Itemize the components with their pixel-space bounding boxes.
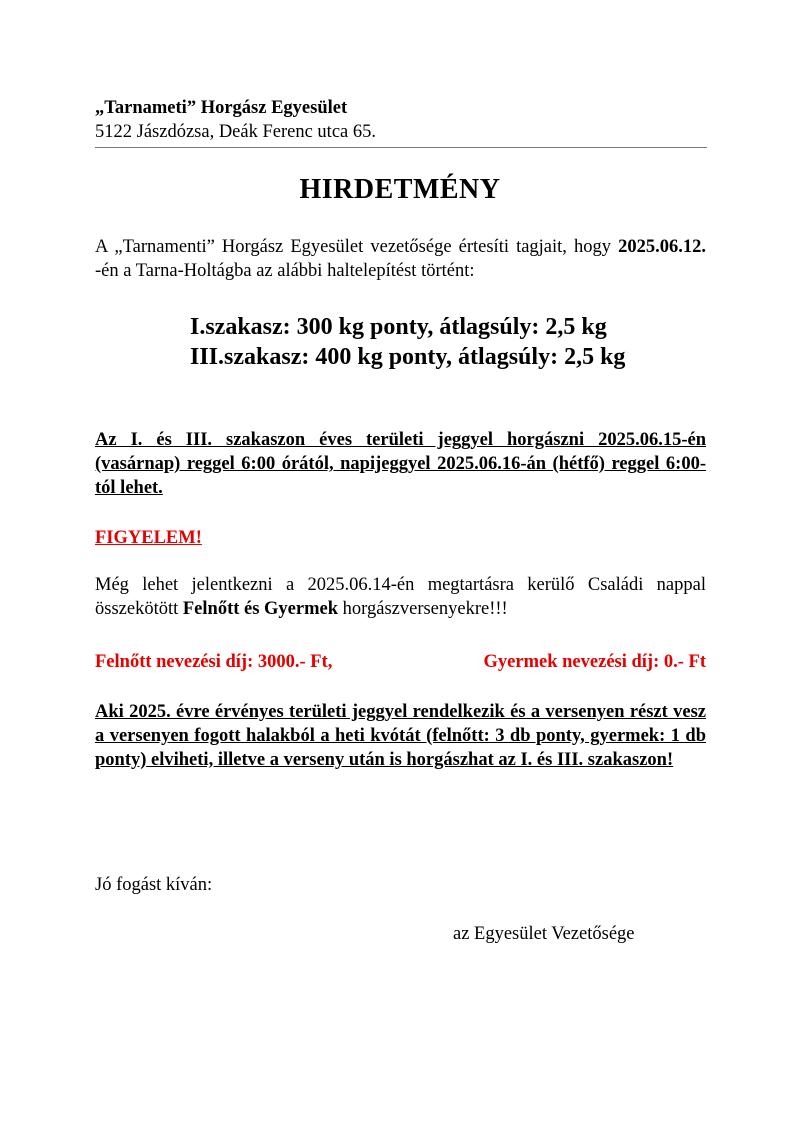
intro-paragraph (95, 235, 706, 283)
signature: az Egyesület Vezetősége (453, 924, 635, 944)
intro-text-1: A „Tarnamenti” Horgász Egyesület vezetősége értesíti tagjait, hogy (95, 237, 619, 257)
fishing-notice: Az I. és III. szakaszon éves területi jeggyel horgászni 2025.06.15-én (vasárnap) reggel 6:00 órától, napijeggyel 2025.06.16-án (hétfő) reggel 6:00-tól lehet. (95, 430, 706, 498)
organization-address: 5122 Jászdózsa, Deák Ferenc utca 65. (95, 122, 376, 142)
competition-categories: Felnőtt és Gyermek (182, 599, 339, 619)
letterhead (95, 96, 707, 144)
competition-paragraph (95, 573, 706, 621)
warning-heading: FIGYELEM! (95, 528, 202, 548)
organization-name: „Tarnameti” Horgász Egyesület (95, 98, 348, 118)
header-divider (95, 147, 707, 148)
stocking-item: I.szakasz: 300 kg ponty, átlagsúly: 2,5 kg (190, 314, 607, 340)
stocking-list (190, 312, 625, 372)
closing-greeting: Jó fogást kíván: (95, 875, 213, 895)
competition-text-2: horgászversenyekre!!! (338, 599, 508, 619)
intro-text-2: -én a Tarna-Holtágba az alábbi haltelepítést történt: (95, 261, 475, 281)
adult-fee: Felnőtt nevezési díj: 3000.- Ft, (95, 652, 333, 672)
stocking-item: III.szakasz: 400 kg ponty, átlagsúly: 2,5 kg (190, 344, 626, 370)
stocking-date: 2025.06.12. (618, 237, 706, 257)
document-title: HIRDETMÉNY (299, 174, 501, 205)
child-fee: Gyermek nevezési díj: 0.- Ft (483, 652, 706, 672)
quota-notice: Aki 2025. évre érvényes területi jeggyel rendelkezik és a versenyen részt vesz a versenyen fogott halakból a heti kvótát (felnőtt: 3 db ponty, gyermek: 1 db ponty) elviheti, illetve a verseny után is horgászhat az I. és III. szakaszon! (95, 702, 706, 770)
competition-text-1: Még lehet jelentkezni a 2025.06.14-én megtartásra kerülő Családi nappal összekötött (95, 575, 706, 619)
